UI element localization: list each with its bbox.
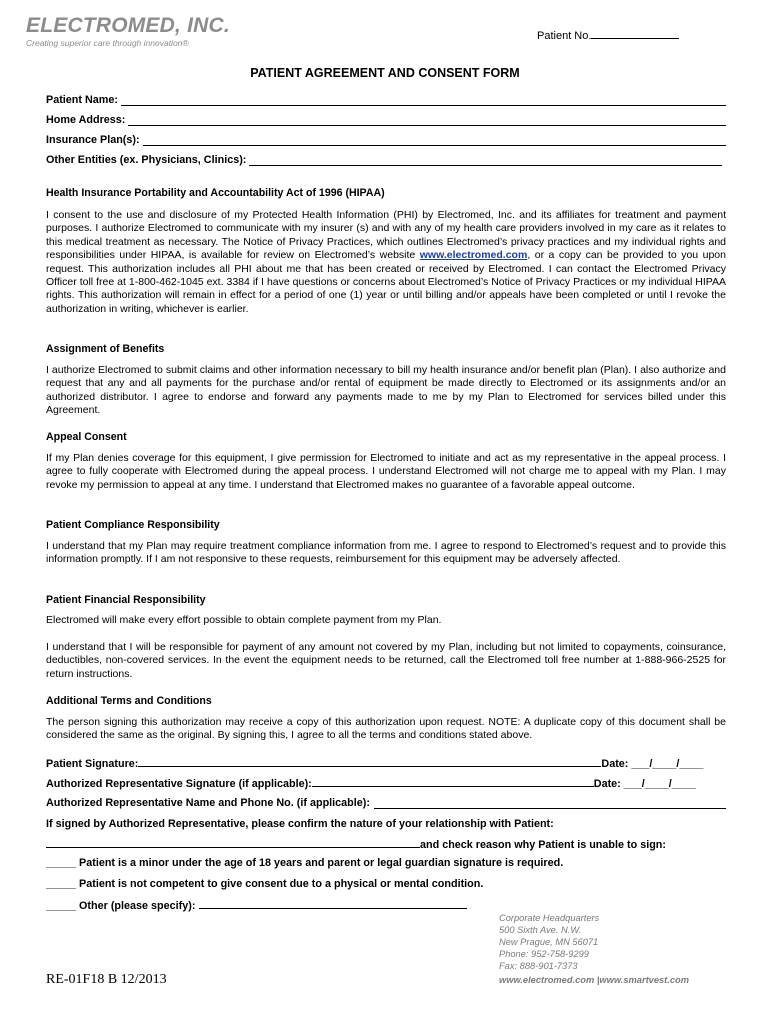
- appeal-heading: Appeal Consent: [46, 431, 127, 443]
- auth-rep-signature-date[interactable]: Date: ___/____/____: [593, 778, 696, 790]
- hq-line: New Prague, MN 56071: [499, 937, 599, 947]
- electromed-website-link[interactable]: www.electromed.com: [419, 249, 528, 262]
- footer-websites: www.electromed.com |www.smartvest.com: [499, 975, 689, 985]
- patient-name-line[interactable]: [121, 95, 726, 106]
- hipaa-heading: Health Insurance Portability and Accountability Act of 1996 (HIPAA): [46, 187, 385, 199]
- hq-line: Fax: 888-901-7373: [499, 961, 578, 971]
- relationship-line[interactable]: [46, 837, 420, 848]
- benefits-heading: Assignment of Benefits: [46, 343, 165, 355]
- hq-line: Phone: 952-758-9299: [499, 949, 589, 959]
- auth-rep-signature-line[interactable]: [312, 776, 594, 787]
- hipaa-text-2: , or a copy can be provided to you upon request. This authorization includes all PHI about me that has been created or received by Electromed. I can contact the Electromed Privacy Officer toll free at 1-800-462-1045 ext. 3384 if I have questions or concerns about Electromed’s Notice of Privacy Practices or my individual HIPAA rights. This authorization will remain in effect for a period of one (1) year or until billing and/or appeals have been completed or until I revoke the authorization in writing, whichever is earlier.: [46, 249, 726, 315]
- patient-signature-label: Patient Signature:: [46, 758, 139, 770]
- home-address-label: Home Address:: [46, 114, 126, 126]
- company-logo: [26, 15, 230, 49]
- reason-option-other: [46, 898, 467, 912]
- patient-number-label: Patient No.: [537, 30, 592, 42]
- reason-option-minor[interactable]: _____ Patient is a minor under the age of 18 years and parent or legal guardian signature is required.: [46, 857, 564, 869]
- home-address-field: [46, 114, 726, 126]
- other-entities-field: [46, 154, 722, 166]
- compliance-heading: Patient Compliance Responsibility: [46, 519, 220, 531]
- hipaa-text-1: I consent to the use and disclosure of my Protected Health Information (PHI) by Electromed, Inc. and its affiliates for treatment and payment purposes. I authorize Electromed to communicate with my insurer (s) and with any of my health care providers involved in my care as it relates to this medical treatment as necessary. The Notice of Privacy Practices, which outlines Electromed’s privacy practices and my individual rights and responsibilities under HIPAA, is available for review on Electromed’s website: [46, 209, 726, 262]
- hq-line: 500 Sixth Ave. N.W.: [499, 925, 582, 935]
- home-address-line[interactable]: [128, 115, 726, 126]
- relationship-row: [46, 837, 666, 851]
- reason-option-not-competent[interactable]: _____ Patient is not competent to give consent due to a physical or mental condition.: [46, 878, 484, 890]
- patient-number-field: [537, 28, 679, 42]
- other-entities-line[interactable]: [249, 155, 722, 166]
- additional-terms-paragraph: The person signing this authorization may receive a copy of this authorization upon request. NOTE: A duplicate copy of this document shall be considered the same as the original. By signing this, I agree to all the terms and conditions stated above.: [46, 716, 726, 742]
- reason-other-line[interactable]: [199, 898, 467, 909]
- patient-number-line[interactable]: [591, 28, 679, 39]
- corporate-headquarters: [499, 912, 599, 972]
- financial-paragraph-2: I understand that I will be responsible for payment of any amount not covered by my Plan, including but not limited to copayments, coinsurance, deductibles, non-covered services. In the event the equipment needs to be returned, call the Electromed toll free number at 1-888-966-2525 for return instructions.: [46, 641, 726, 680]
- auth-rep-signature-label: Authorized Representative Signature (if applicable):: [46, 778, 312, 790]
- patient-name-label: Patient Name:: [46, 94, 118, 106]
- patient-signature-line[interactable]: [138, 756, 601, 767]
- auth-rep-name-line[interactable]: [374, 798, 726, 809]
- logo-name: ELECTROMED, INC.: [26, 14, 230, 37]
- hipaa-paragraph: [46, 209, 726, 316]
- logo-tagline: Creating superior care through innovation®: [26, 38, 189, 48]
- relationship-confirm-text: If signed by Authorized Representative, please confirm the nature of your relationship with Patient:: [46, 818, 554, 830]
- patient-signature-row: [46, 756, 703, 770]
- financial-heading: Patient Financial Responsibility: [46, 594, 206, 606]
- insurance-plans-label: Insurance Plan(s):: [46, 134, 140, 146]
- other-entities-label: Other Entities (ex. Physicians, Clinics):: [46, 154, 247, 166]
- patient-signature-date[interactable]: Date: ___/____/____: [601, 758, 704, 770]
- compliance-paragraph: I understand that my Plan may require treatment compliance information from me. I agree to respond to Electromed’s request and to provide this information promptly. If I am not responsive to these requests, reimbursement for this equipment may be adversely affected.: [46, 540, 726, 566]
- auth-rep-name-label: Authorized Representative Name and Phone No. (if applicable):: [46, 797, 370, 809]
- hq-line: Corporate Headquarters: [499, 913, 600, 923]
- check-reason-label: and check reason why Patient is unable to sign:: [420, 839, 666, 851]
- auth-rep-name-row: [46, 797, 726, 809]
- additional-terms-heading: Additional Terms and Conditions: [46, 695, 212, 707]
- auth-rep-signature-row: [46, 776, 696, 790]
- financial-paragraph-1: Electromed will make every effort possible to obtain complete payment from my Plan.: [46, 614, 442, 626]
- benefits-paragraph: I authorize Electromed to submit claims and other information necessary to bill my health insurance and/or benefit plan (Plan). I also authorize and request that any and all payments for the purchase and/or rental of equipment be made directly to Electromed or its assignments and/or an authorized distributor. I agree to endorse and forward any payments made to me by my Plan to Electromed for services billed under this Agreement.: [46, 364, 726, 417]
- insurance-plans-field: [46, 134, 726, 146]
- form-number: RE-01F18 B 12/2013: [46, 972, 167, 987]
- patient-name-field: [46, 94, 726, 106]
- insurance-plans-line[interactable]: [143, 135, 726, 146]
- reason-option-other-label[interactable]: _____ Other (please specify):: [46, 900, 196, 912]
- appeal-paragraph: If my Plan denies coverage for this equipment, I give permission for Electromed to initiate and act as my representative in the appeal process. I agree to fully cooperate with Electromed during the appeal process. I understand Electromed will not charge me to appeal with my Plan. I may revoke my permission to appeal at any time. I understand that Electromed makes no guarantee of a favorable appeal outcome.: [46, 452, 726, 491]
- page-title: PATIENT AGREEMENT AND CONSENT FORM: [250, 66, 520, 80]
